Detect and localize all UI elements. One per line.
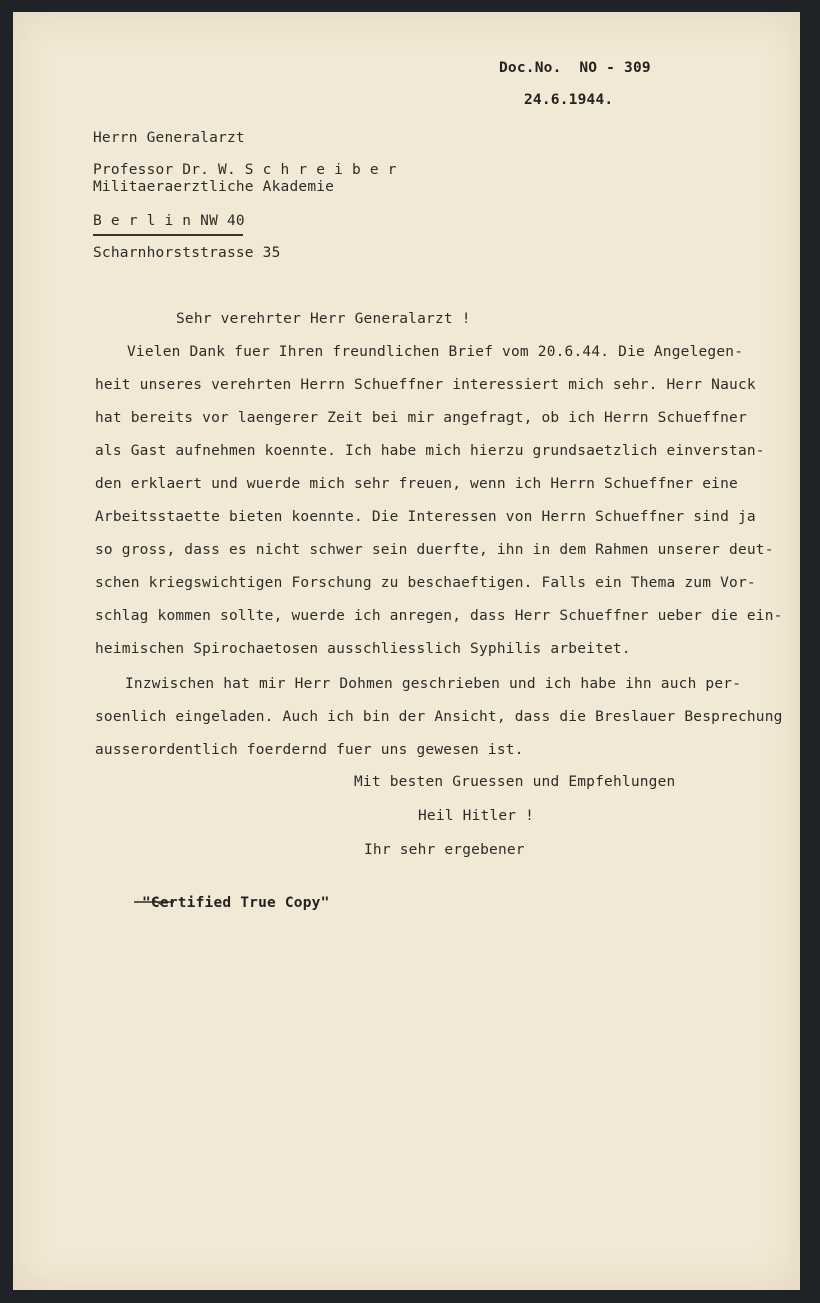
document-number: Doc.No. NO - 309 (499, 60, 651, 76)
letter-date: 24.6.1944. (524, 92, 614, 108)
body-line: als Gast aufnehmen koennte. Ich habe mich hierzu grundsaetzlich einverstan- (95, 443, 765, 459)
salutation: Sehr verehrter Herr Generalarzt ! (176, 311, 471, 327)
recipient-street: Scharnhorststrasse 35 (93, 245, 281, 261)
body-line: heimischen Spirochaetosen ausschliesslich Syphilis arbeitet. (95, 641, 631, 657)
recipient-title: Herrn Generalarzt (93, 130, 245, 146)
recipient-name: Professor Dr. W. S c h r e i b e r (93, 162, 397, 178)
body-line: schlag kommen sollte, wuerde ich anregen, dass Herr Schueffner ueber die ein- (95, 608, 783, 624)
certification-stamp: "Certified True Copy" (142, 895, 330, 911)
body-line: Inzwischen hat mir Herr Dohmen geschrieben und ich habe ihn auch per- (125, 676, 742, 692)
body-line: den erklaert und wuerde mich sehr freuen, wenn ich Herrn Schueffner eine (95, 476, 738, 492)
body-line: Arbeitsstaette bieten koennte. Die Interessen von Herrn Schueffner sind ja (95, 509, 756, 525)
body-line: schen kriegswichtigen Forschung zu beschaeftigen. Falls ein Thema zum Vor- (95, 575, 756, 591)
body-line: so gross, dass es nicht schwer sein duerfte, ihn in dem Rahmen unserer deut- (95, 542, 774, 558)
body-line: soenlich eingeladen. Auch ich bin der Ansicht, dass die Breslauer Besprechung (95, 709, 783, 725)
closing-greeting: Mit besten Gruessen und Empfehlungen (354, 774, 676, 790)
closing-salute: Heil Hitler ! (418, 808, 535, 824)
body-line: ausserordentlich foerdernd fuer uns gewesen ist. (95, 742, 524, 758)
city-underline (93, 234, 243, 236)
body-line: heit unseres verehrten Herrn Schueffner interessiert mich sehr. Herr Nauck (95, 377, 756, 393)
body-line: Vielen Dank fuer Ihren freundlichen Brief vom 20.6.44. Die Angelegen- (127, 344, 744, 360)
closing-signoff: Ihr sehr ergebener (364, 842, 525, 858)
recipient-city: B e r l i n NW 40 (93, 213, 245, 229)
body-line: hat bereits vor laengerer Zeit bei mir angefragt, ob ich Herrn Schueffner (95, 410, 747, 426)
recipient-institution: Militaeraerztliche Akademie (93, 179, 335, 195)
